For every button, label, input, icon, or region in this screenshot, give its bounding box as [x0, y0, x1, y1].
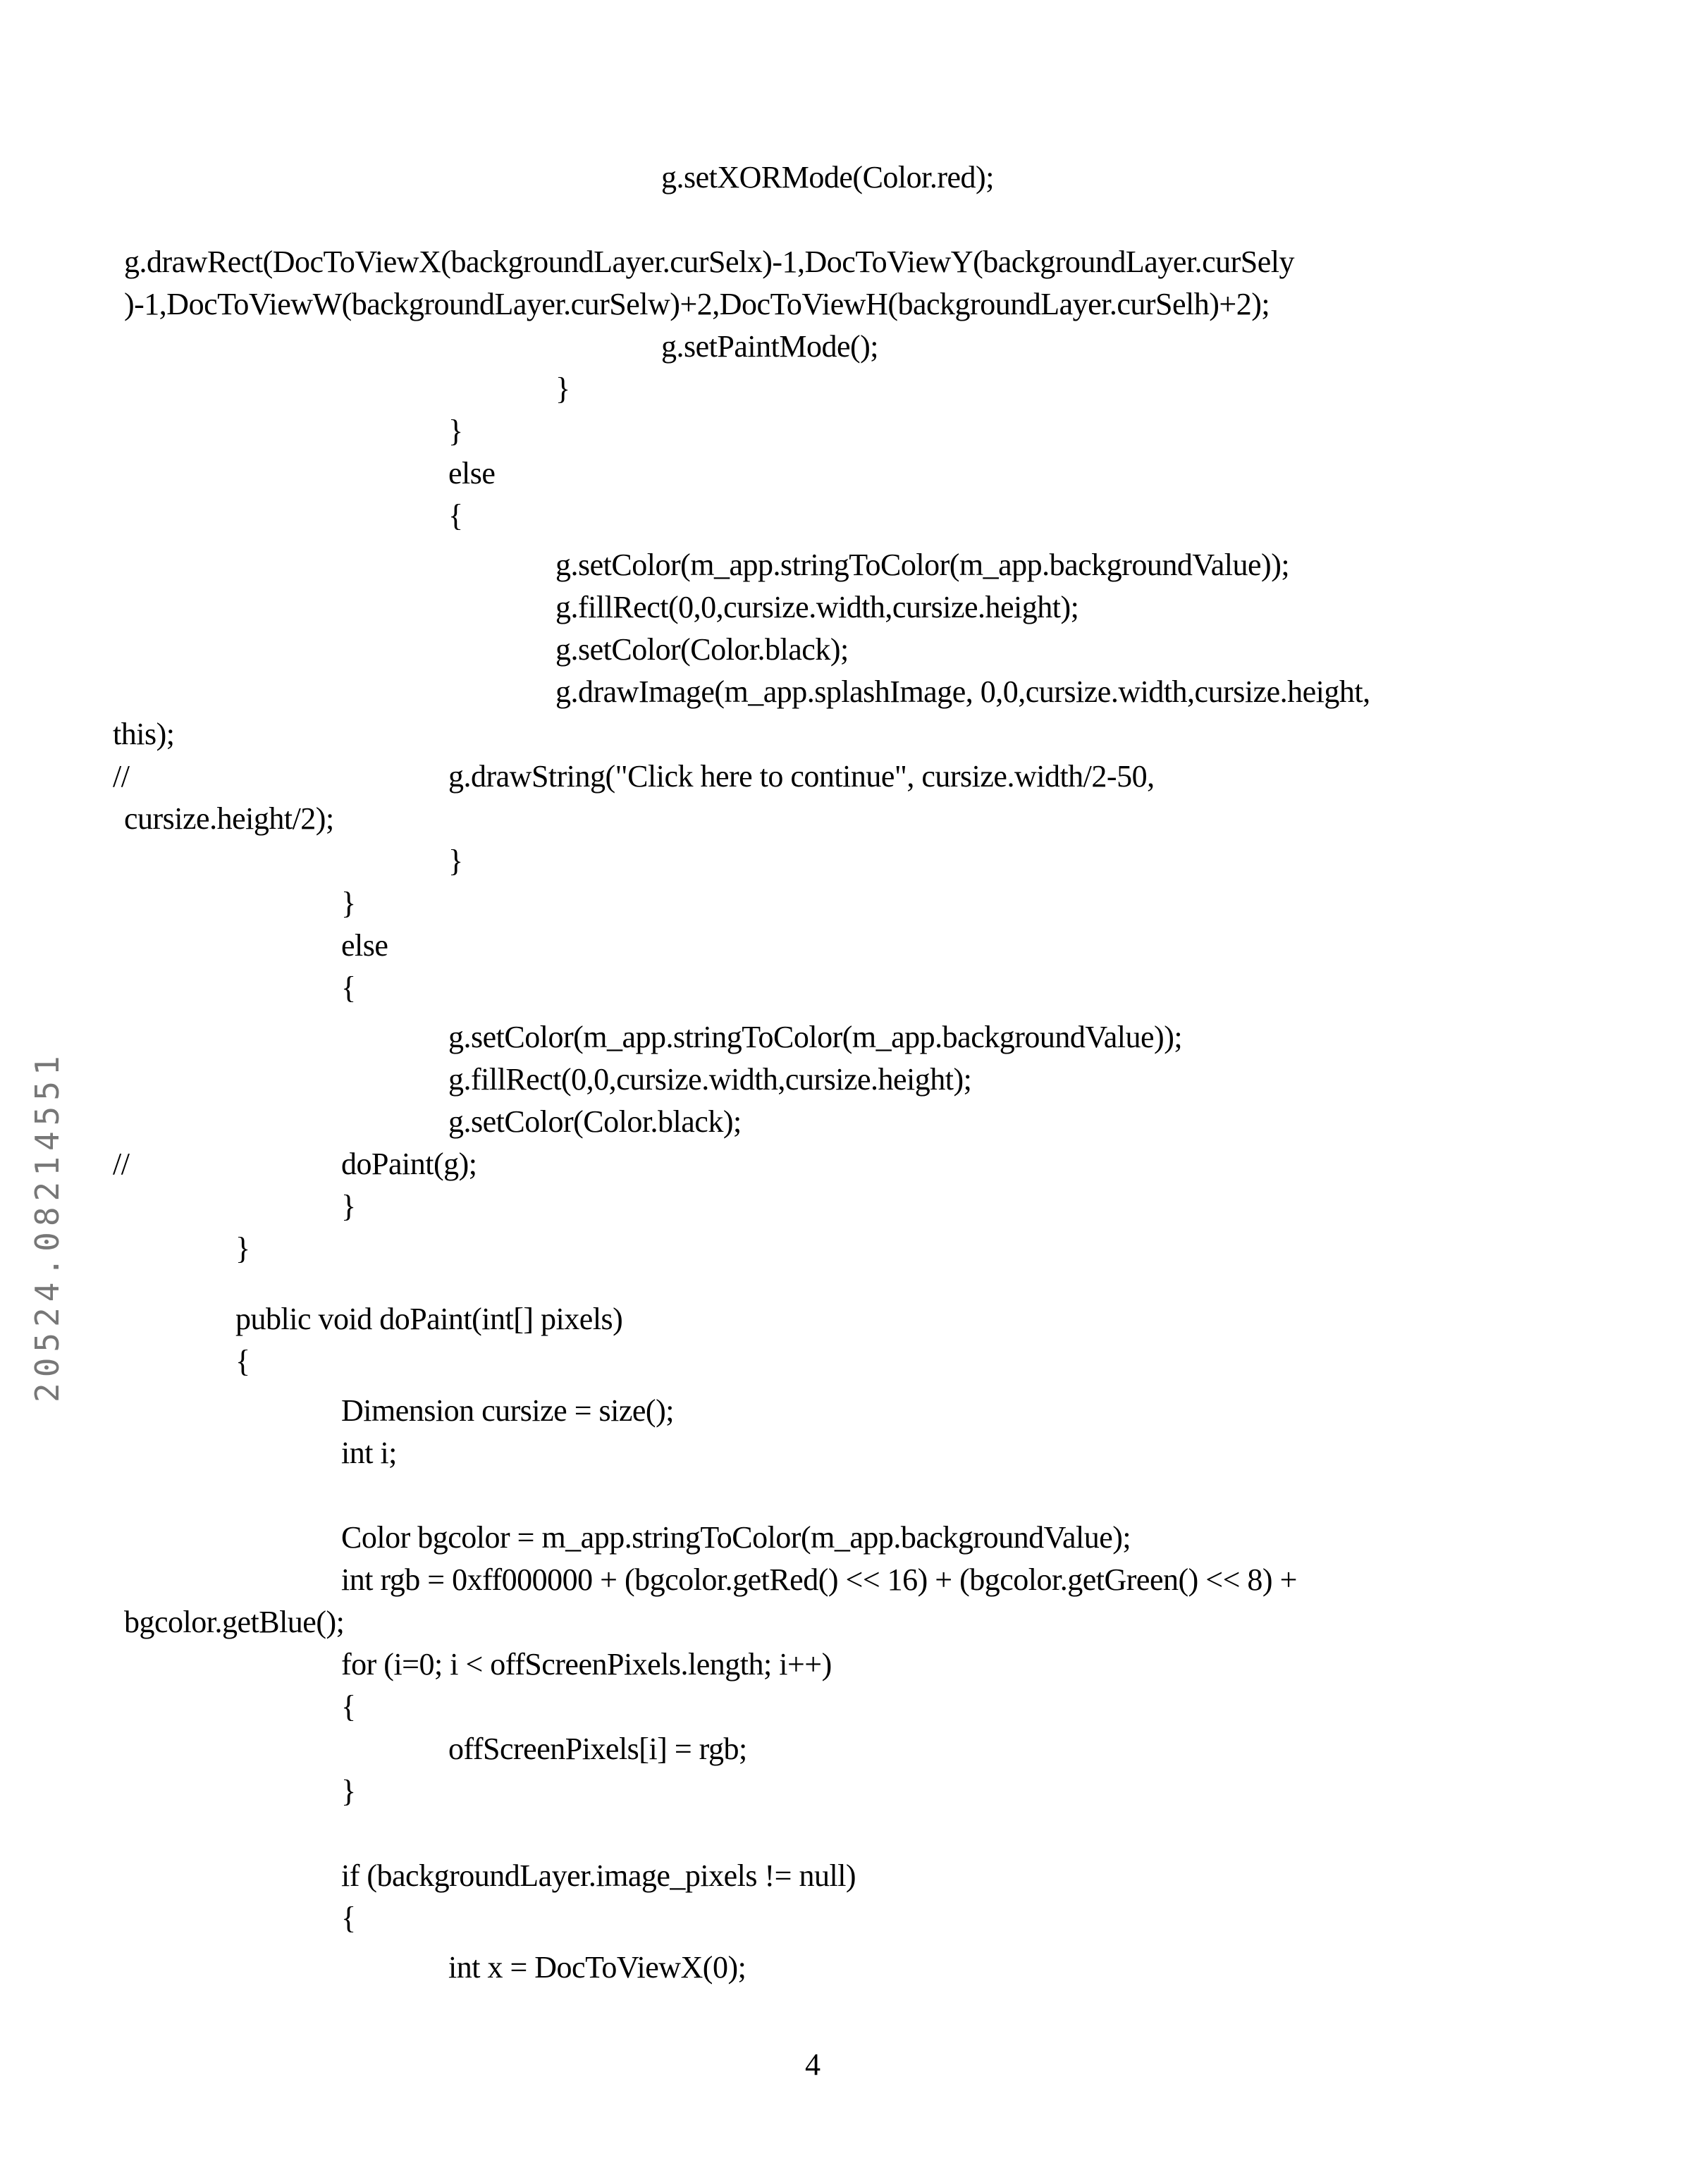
- code-line: {: [341, 1901, 356, 1935]
- code-line: }: [555, 371, 570, 406]
- code-line: {: [341, 970, 356, 1005]
- code-line: }: [341, 1774, 356, 1808]
- code-line: {: [341, 1689, 356, 1724]
- code-line: g.drawString("Click here to continue", cursize.width/2-50,: [448, 759, 1155, 794]
- code-line: }: [235, 1231, 250, 1266]
- code-line: this);: [113, 717, 175, 751]
- code-line: Dimension cursize = size();: [341, 1393, 674, 1428]
- code-line: }: [448, 414, 463, 448]
- code-line: g.setColor(Color.black);: [555, 632, 849, 667]
- code-line: {: [448, 498, 463, 533]
- code-line: bgcolor.getBlue();: [124, 1605, 345, 1639]
- code-line: if (backgroundLayer.image_pixels != null): [341, 1858, 856, 1893]
- code-line: int rgb = 0xff000000 + (bgcolor.getRed() << 16) + (bgcolor.getGreen() << 8) +: [341, 1562, 1297, 1597]
- code-line: cursize.height/2);: [124, 801, 334, 836]
- code-line: public void doPaint(int[] pixels): [235, 1302, 623, 1336]
- code-line: //: [113, 759, 130, 794]
- code-line: doPaint(g);: [341, 1147, 477, 1181]
- margin-serial-stamp: 20524.08214551: [28, 1050, 66, 1402]
- code-line: int i;: [341, 1436, 397, 1470]
- code-line: g.drawRect(DocToViewX(backgroundLayer.curSelx)-1,DocToViewY(backgroundLayer.curSely: [124, 245, 1294, 279]
- code-line: g.setXORMode(Color.red);: [661, 160, 994, 195]
- code-line: {: [235, 1344, 250, 1378]
- code-line: g.fillRect(0,0,cursize.width,cursize.height);: [555, 590, 1079, 624]
- page-number: 4: [805, 2047, 821, 2082]
- code-line: g.setColor(m_app.stringToColor(m_app.backgroundValue));: [555, 548, 1290, 582]
- code-line: g.drawImage(m_app.splashImage, 0,0,cursize.width,cursize.height,: [555, 674, 1370, 709]
- code-line: else: [341, 928, 388, 963]
- code-line: )-1,DocToViewW(backgroundLayer.curSelw)+2,DocToViewH(backgroundLayer.curSelh)+2);: [124, 287, 1270, 321]
- code-line: g.fillRect(0,0,cursize.width,cursize.height);: [448, 1062, 972, 1097]
- code-line: int x = DocToViewX(0);: [448, 1950, 746, 1985]
- code-line: }: [341, 1189, 356, 1223]
- code-line: offScreenPixels[i] = rgb;: [448, 1732, 747, 1766]
- code-line: for (i=0; i < offScreenPixels.length; i++): [341, 1647, 832, 1682]
- code-line: //: [113, 1147, 130, 1181]
- code-line: g.setPaintMode();: [661, 329, 879, 364]
- code-line: }: [341, 886, 356, 920]
- code-line: }: [448, 844, 463, 878]
- code-line: g.setColor(m_app.stringToColor(m_app.backgroundValue));: [448, 1020, 1183, 1054]
- code-line: else: [448, 456, 496, 491]
- code-line: Color bgcolor = m_app.stringToColor(m_app.backgroundValue);: [341, 1520, 1131, 1555]
- code-line: g.setColor(Color.black);: [448, 1104, 742, 1139]
